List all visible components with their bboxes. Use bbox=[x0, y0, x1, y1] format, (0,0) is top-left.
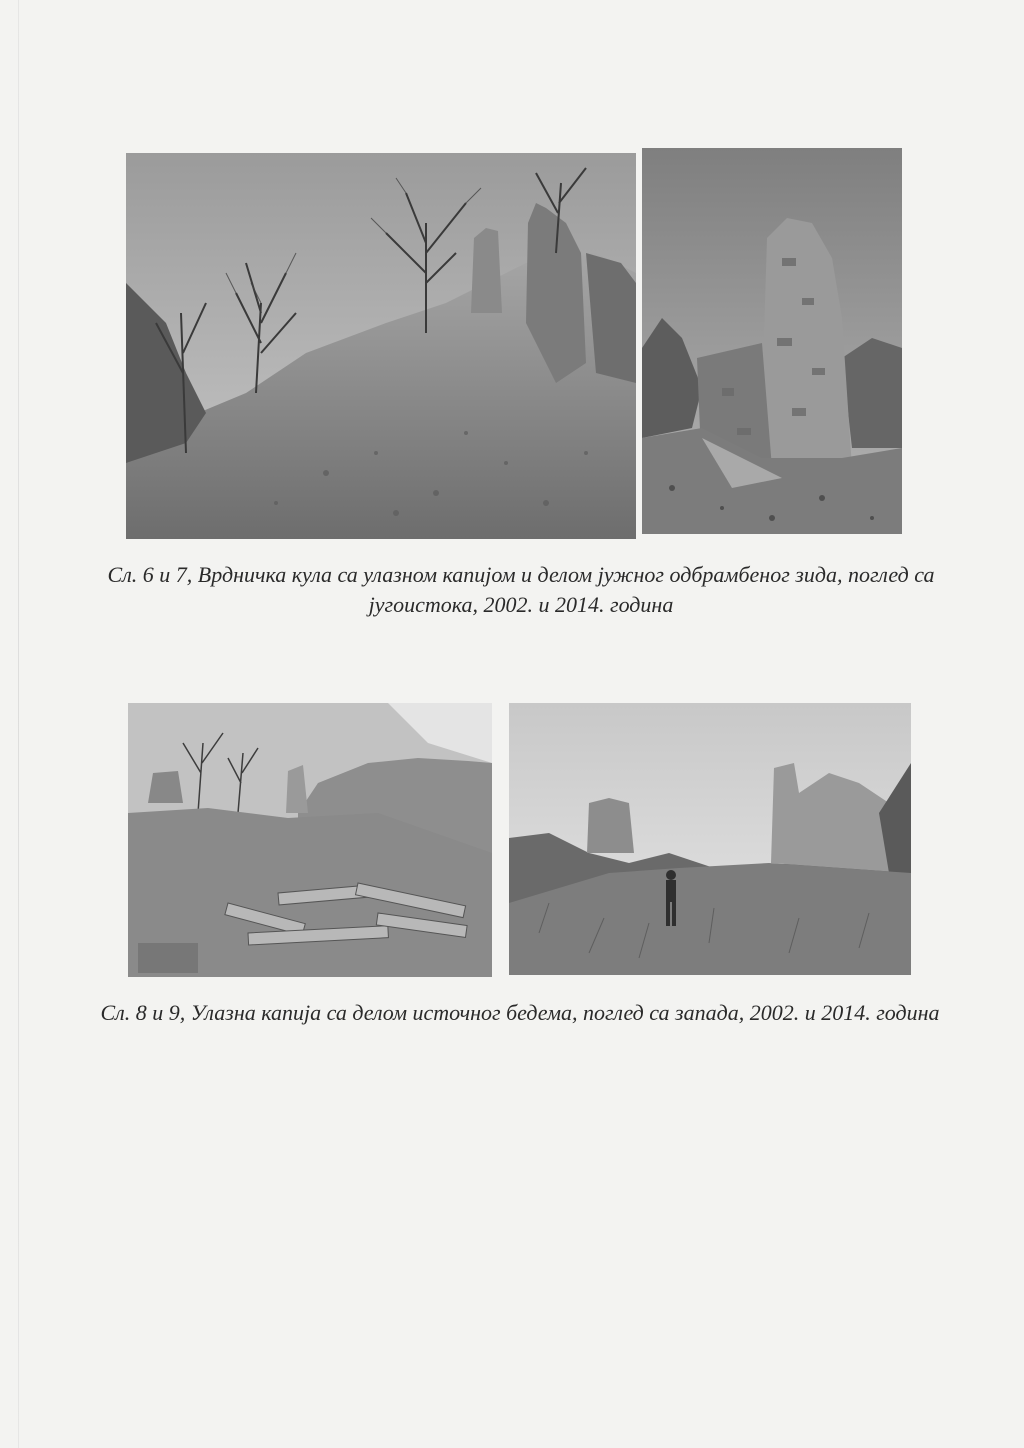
caption-fig-6-7 bbox=[96, 560, 946, 620]
photo-fig-7 bbox=[642, 148, 902, 534]
photo-fig-6 bbox=[126, 153, 636, 539]
caption-fig-6-7-line1: Сл. 6 и 7, Врдничка кула са улазном капијом и делом јужног одбрамбеног зида, поглед са bbox=[107, 562, 935, 587]
caption-fig-6-7-line2: југоистока, 2002. и 2014. година bbox=[368, 592, 674, 617]
caption-fig-8-9 bbox=[80, 998, 960, 1028]
page-edge bbox=[18, 0, 19, 1448]
photo-fig-9 bbox=[509, 703, 911, 975]
caption-fig-8-9-text: Сл. 8 и 9, Улазна капија са делом источног бедема, поглед са запада, 2002. и 2014. година bbox=[100, 1000, 940, 1025]
photo-fig-8 bbox=[128, 703, 492, 977]
